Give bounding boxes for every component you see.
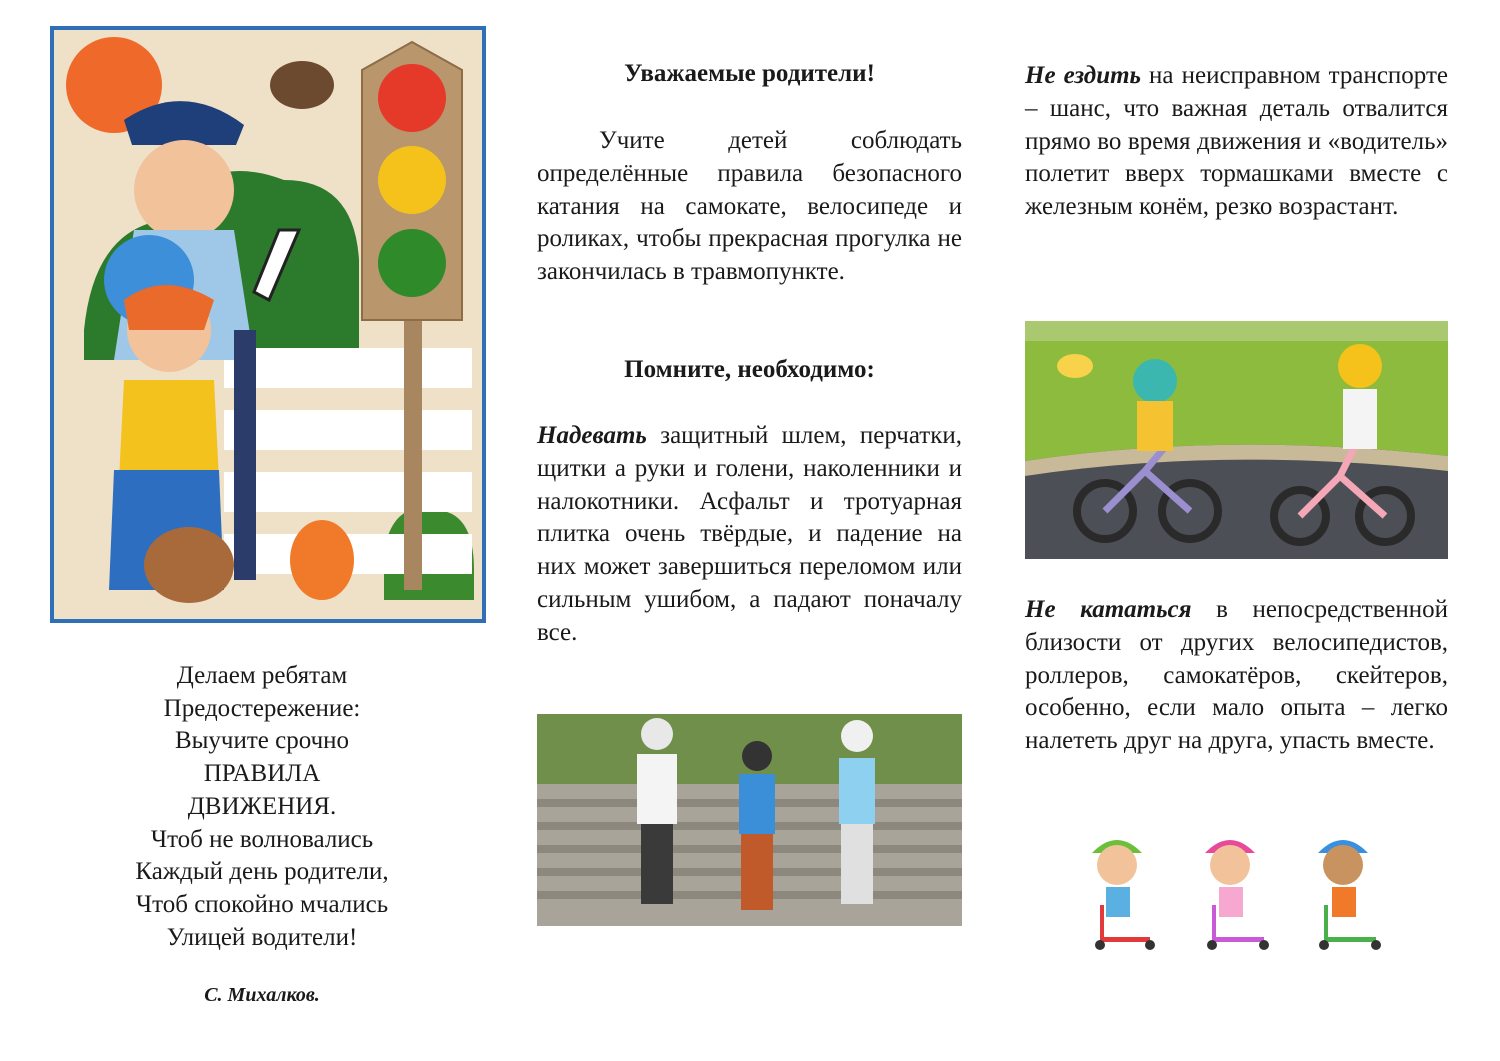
rule-repair-text: на неисправном транспорте – шанс, что важная деталь отвалится прямо во время движения и «водитель» полетит вверх тормашками вместе с железным конём, резко возрастант. xyxy=(1025,62,1448,221)
bicycle-kids-illustration xyxy=(1025,321,1448,559)
poem-line: Каждый день родители, xyxy=(135,858,389,886)
poem-line: ПРАВИЛА xyxy=(203,760,321,788)
remember-heading: Помните, необходимо: xyxy=(624,356,875,383)
rollerblade-kids-image xyxy=(537,714,962,926)
poem-line: Чтоб спокойно мчались xyxy=(135,890,389,918)
poem-line: Улицей водители! xyxy=(166,923,358,951)
intro-paragraph: Учите детей соблюдать определённые правила безопасного катания на самокате, велосипеде и роликах, чтобы прекрасная прогулка не закончилась в травмопункте. xyxy=(537,127,962,286)
poem xyxy=(50,660,474,954)
rollerblade-kids-photo xyxy=(537,714,962,926)
scooter-kids-image xyxy=(1080,825,1390,955)
poem-line: Чтоб не волновались xyxy=(150,825,374,853)
red-light xyxy=(378,64,446,132)
poem-line: Выучите срочно xyxy=(174,727,350,755)
rule-helmet-lead: Надевать xyxy=(537,422,647,449)
rule-repair-lead: Не ездить xyxy=(1025,62,1141,89)
bicycle-kids-image xyxy=(1025,321,1448,559)
rule-distance-paragraph xyxy=(1025,594,1448,758)
rule-repair-paragraph xyxy=(1025,60,1448,224)
poem-line: ДВИЖЕНИЯ. xyxy=(187,792,337,820)
rule-distance-lead: Не кататься xyxy=(1025,596,1192,623)
rule-distance-text: в непосредственной близости от других велосипедистов, роллеров, самокатёров, скейтеров, особенно, если мало опыта – легко налететь друг на друга, упасть вместе. xyxy=(1025,596,1448,755)
greeting-heading: Уважаемые родители! xyxy=(624,60,875,87)
rule-helmet-paragraph xyxy=(537,420,962,650)
poem-line: Делаем ребятам xyxy=(176,662,348,689)
poem-line: Предостережение: xyxy=(163,694,361,722)
traffic-officer-illustration xyxy=(54,30,482,619)
yellow-light xyxy=(378,146,446,214)
rule-helmet-text: защитный шлем, перчатки, щитки а руки и голени, наколенники и налокотники. Асфальт и тротуарная плитка очень твёрдые, и падение на них может завершиться переломом или сильным ушибом, а падают поначалу все. xyxy=(537,422,962,646)
traffic-puzzle-illustration xyxy=(50,26,486,623)
green-light xyxy=(378,229,446,297)
poem-author: С. Михалков. xyxy=(204,984,320,1006)
scooter-kids-illustration xyxy=(1080,825,1390,955)
